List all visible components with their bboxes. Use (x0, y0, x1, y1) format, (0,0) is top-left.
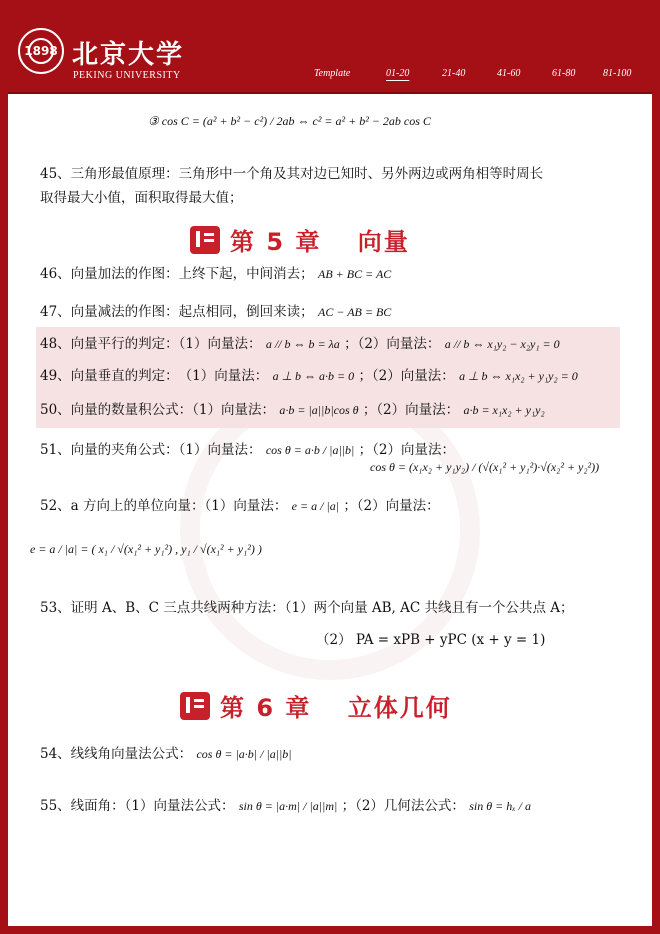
item-49-mid: ；（2）向量法： (358, 368, 455, 384)
item-55-formula-1: sin θ = |a·m| / |a||m| (238, 799, 338, 813)
item-45-line2: 取得最大小值，面积取得最大值； (40, 190, 243, 206)
item-54-formula: cos θ = |a·b| / |a||b| (196, 747, 292, 761)
item-47 (40, 300, 391, 320)
book-icon (180, 692, 210, 720)
item-50 (40, 398, 545, 418)
nav-template[interactable]: Template (314, 68, 351, 79)
item-55 (40, 794, 531, 814)
item-52-formula-1: e = a / |a| (291, 499, 340, 513)
item-49-formula-1: a ⊥ b ⇔ a·b = 0 (272, 369, 355, 383)
item-48 (40, 332, 560, 352)
item-51-formula-2: cos θ = (x₁x₂ + y₁y₂) / (√(x₁² + y₁²)·√(x₂² + y₂²)) (370, 460, 600, 474)
item-52-mid: ；（2）向量法： (343, 498, 440, 514)
nav-01-20[interactable]: 01-20 (386, 68, 410, 79)
item-48-text: 48、向量平行的判定：（1）向量法： (40, 336, 262, 352)
item-45-line1: 45、三角形最值原理：三角形中一个角及其对边已知时、另外两边或两角相等时周长 (40, 166, 544, 182)
item-55-formula-2: sin θ = hₓ / a (469, 799, 531, 813)
nav-81-100[interactable]: 81-100 (603, 68, 632, 79)
logo-seal: 1898 (28, 38, 54, 64)
item-46-text: 46、向量加法的作图：上终下起，中间消去； (40, 266, 314, 282)
item-50-formula-1: a·b = |a||b|cos θ (279, 403, 359, 417)
item-47-formula: AC − AB = BC (317, 305, 392, 319)
item-47-text: 47、向量减法的作图：起点相同，倒回来读； (40, 304, 314, 320)
item-46 (40, 262, 391, 282)
item-49-formula-2: a ⊥ b ⇔ x₁x₂ + y₁y₂ = 0 (459, 369, 578, 383)
item-51-formula-1: cos θ = a·b / |a||b| (265, 443, 355, 457)
item-48-mid: ；（2）向量法： (344, 336, 441, 352)
chapter-6-heading (180, 688, 452, 723)
nav-21-40[interactable]: 21-40 (442, 68, 466, 79)
item-53: 53、证明 A、B、C 三点共线两种方法：（1）两个向量 AB, AC 共线且有一个公共点 A； (40, 600, 574, 616)
item-52-formula-2: e = a / |a| = ( x₁ / √(x₁² + y₁²) , y₁ / √(x₁² + y₁²) ) (30, 542, 262, 556)
item-53-line2: （2） PA = xPB + yPC (x + y = 1) (316, 632, 546, 648)
item-55-text: 55、线面角：（1）向量法公式： (40, 798, 235, 814)
item-52 (40, 494, 440, 514)
item-49 (40, 364, 578, 384)
item-52-text: 52、a 方向上的单位向量：（1）向量法： (40, 498, 288, 514)
chapter-5-title: 第 5 章 向量 (230, 228, 410, 256)
item-46-formula: AB + BC = AC (317, 267, 392, 281)
chapter-5-heading (190, 222, 410, 257)
formula-44: ③ cos C = (a² + b² − c²) / 2ab ⇔ c² = a² + b² − 2ab cos C (148, 114, 431, 128)
item-50-mid: ；（2）向量法： (362, 402, 460, 418)
book-icon (190, 226, 220, 254)
item-51-mid: ；（2）向量法： (358, 442, 455, 458)
chapter-6-title: 第 6 章 立体几何 (220, 694, 452, 722)
item-54-text: 54、线线角向量法公式： (40, 746, 193, 762)
item-55-mid: ；（2）几何法公式： (341, 798, 465, 814)
item-54 (40, 742, 292, 762)
university-name-cn: 北京大学 (72, 40, 185, 70)
nav-41-60[interactable]: 41-60 (497, 68, 521, 79)
nav-61-80[interactable]: 61-80 (552, 68, 576, 79)
item-48-formula-2: a // b ⇔ x₁y₂ − x₂y₁ = 0 (444, 337, 560, 351)
item-50-formula-2: a·b = x₁x₂ + y₁y₂ (463, 403, 545, 417)
university-name-en: PEKING UNIVERSITY (73, 70, 181, 81)
item-50-text: 50、向量的数量积公式：（1）向量法： (40, 402, 276, 418)
item-51-text: 51、向量的夹角公式：（1）向量法： (40, 442, 262, 458)
item-49-text: 49、向量垂直的判定： （1）向量法： (40, 368, 269, 384)
item-48-formula-1: a // b ⇔ b = λa (265, 337, 340, 351)
item-51 (40, 438, 455, 458)
